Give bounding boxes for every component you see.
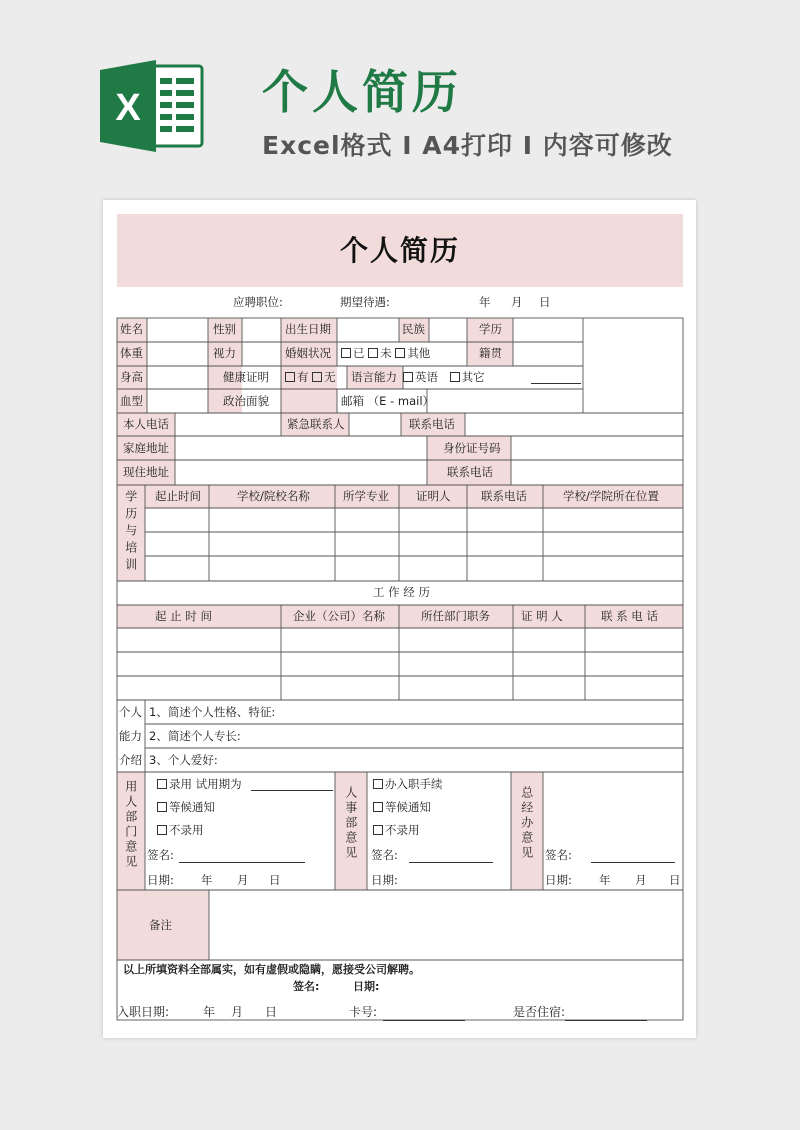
edu-col-phone: 联系电话 xyxy=(481,489,527,503)
id-label: 身份证号码 xyxy=(443,441,501,455)
ethnic-label: 民族 xyxy=(402,322,425,336)
hr-date-label: 日期: xyxy=(371,873,398,887)
dept-reject-checkbox[interactable] xyxy=(157,825,167,835)
edu-col-location: 学校/学院所在位置 xyxy=(563,489,659,503)
work-col-period: 起 止 时 间 xyxy=(155,609,212,623)
hr-reject-label: 不录用 xyxy=(385,823,420,837)
dept-sign-label: 签名: xyxy=(147,848,174,862)
hr-option-1 xyxy=(373,778,443,791)
probation-underline[interactable] xyxy=(251,790,333,791)
gm-day: 日 xyxy=(669,873,681,887)
header-year: 年 xyxy=(479,295,491,309)
married-label: 已 xyxy=(353,346,365,360)
intro-line-3: 3、个人爱好: xyxy=(149,753,218,767)
declaration-sign: 签名: xyxy=(293,980,320,993)
lang-underline[interactable] xyxy=(531,383,581,384)
hr-sign-label: 签名: xyxy=(371,848,398,862)
health-options xyxy=(285,371,336,384)
dept-sign-underline[interactable] xyxy=(179,862,305,863)
education-side-label: 学历与培训 xyxy=(123,490,138,575)
dept-option-3 xyxy=(157,824,204,837)
edu-col-major: 所学专业 xyxy=(343,489,389,503)
dept-wait-checkbox[interactable] xyxy=(157,802,167,812)
hr-onboard-label: 办入职手续 xyxy=(385,777,443,791)
dorm-underline[interactable] xyxy=(565,1020,647,1021)
gm-sign-label: 签名: xyxy=(545,848,572,862)
dept-opinion-label: 用人部门意见 xyxy=(123,780,138,870)
dept-date-label: 日期: xyxy=(147,873,174,887)
blood-label: 血型 xyxy=(120,394,143,408)
hr-option-3 xyxy=(373,824,420,837)
email-label: 邮箱 （E - mail） xyxy=(341,394,435,408)
remark-label: 备注 xyxy=(149,918,172,932)
emergency-label: 紧急联系人 xyxy=(287,417,345,431)
other-lang-checkbox[interactable] xyxy=(450,372,460,382)
dept-year: 年 xyxy=(201,873,213,887)
intro-line-2: 2、简述个人专长: xyxy=(149,729,241,743)
native-label: 籍贯 xyxy=(479,346,502,360)
salary-label: 期望待遇: xyxy=(340,295,390,309)
form-title: 个人简历 xyxy=(117,214,683,287)
health-yes-checkbox[interactable] xyxy=(285,372,295,382)
dept-hire-label: 录用 试用期为 xyxy=(169,777,242,791)
svg-text:X: X xyxy=(115,87,141,129)
gm-year: 年 xyxy=(599,873,611,887)
political-label: 政治面貌 xyxy=(223,394,269,408)
contact-phone2-label: 联系电话 xyxy=(447,465,493,479)
resume-form xyxy=(103,200,696,1038)
dept-option-1 xyxy=(157,778,242,791)
gm-sign-underline[interactable] xyxy=(591,862,675,863)
header-month: 月 xyxy=(511,295,523,309)
hr-sign-underline[interactable] xyxy=(409,862,493,863)
card-label: 卡号: xyxy=(349,1005,378,1019)
dept-month: 月 xyxy=(237,873,249,887)
position-label: 应聘职位: xyxy=(233,295,283,309)
lang-label: 语言能力 xyxy=(351,370,397,384)
hr-reject-checkbox[interactable] xyxy=(373,825,383,835)
work-col-witness: 证 明 人 xyxy=(521,609,563,623)
edu-col-witness: 证明人 xyxy=(416,489,451,503)
vision-label: 视力 xyxy=(213,346,236,360)
intro-line-1: 1、简述个人性格、特征: xyxy=(149,705,276,719)
declaration-date: 日期: xyxy=(353,980,380,993)
dorm-label: 是否住宿: xyxy=(513,1005,566,1019)
declaration-text: 以上所填资料全部属实，如有虚假或隐瞒，愿接受公司解聘。 xyxy=(123,963,420,976)
health-yes-label: 有 xyxy=(297,370,309,384)
birth-label: 出生日期 xyxy=(285,322,331,336)
join-year: 年 xyxy=(203,1005,216,1019)
dept-hire-checkbox[interactable] xyxy=(157,779,167,789)
unmarried-checkbox[interactable] xyxy=(368,348,378,358)
contact-phone-label: 联系电话 xyxy=(409,417,455,431)
edu-col-period: 起止时间 xyxy=(155,489,201,503)
gm-month: 月 xyxy=(635,873,647,887)
header-day: 日 xyxy=(539,295,551,309)
other-marital-checkbox[interactable] xyxy=(395,348,405,358)
hr-wait-checkbox[interactable] xyxy=(373,802,383,812)
hr-wait-label: 等候通知 xyxy=(385,800,431,814)
banner-subtitle: Excel格式 I A4打印 I 内容可修改 xyxy=(262,131,673,160)
name-label: 姓名 xyxy=(120,322,143,336)
dept-option-2 xyxy=(157,801,215,814)
hr-onboard-checkbox[interactable] xyxy=(373,779,383,789)
banner-title: 个人简历 xyxy=(262,65,462,119)
dept-wait-label: 等候通知 xyxy=(169,800,215,814)
english-checkbox[interactable] xyxy=(403,372,413,382)
banner xyxy=(0,0,800,200)
edu-col-school: 学校/院校名称 xyxy=(237,489,310,503)
gm-opinion-label: 总经办意见 xyxy=(519,786,534,861)
work-col-position: 所任部门职务 xyxy=(421,609,490,623)
join-date-label: 入职日期: xyxy=(117,1005,170,1019)
health-label: 健康证明 xyxy=(223,370,269,384)
other-marital-label: 其他 xyxy=(407,346,431,360)
other-lang-label: 其它 xyxy=(461,370,485,384)
work-col-company: 企业（公司）名称 xyxy=(293,609,385,623)
home-label: 家庭地址 xyxy=(123,441,169,455)
hr-opinion-label: 人事部意见 xyxy=(343,786,358,861)
gender-label: 性别 xyxy=(213,322,236,336)
unmarried-label: 未 xyxy=(380,346,392,360)
phone-label: 本人电话 xyxy=(123,417,169,431)
work-col-phone: 联 系 电 话 xyxy=(601,609,658,623)
english-label: 英语 xyxy=(415,370,438,384)
current-address-label: 现住地址 xyxy=(123,465,169,479)
edu-label: 学历 xyxy=(479,322,502,336)
marital-options xyxy=(341,347,430,360)
card-underline[interactable] xyxy=(383,1020,465,1021)
intro-side-2: 能力 xyxy=(119,729,142,743)
hr-option-2 xyxy=(373,801,431,814)
join-month: 月 xyxy=(231,1005,244,1019)
health-no-checkbox[interactable] xyxy=(312,372,322,382)
marital-label: 婚姻状况 xyxy=(285,346,331,360)
dept-reject-label: 不录用 xyxy=(169,823,204,837)
married-checkbox[interactable] xyxy=(341,348,351,358)
health-no-label: 无 xyxy=(324,370,336,384)
height-label: 身高 xyxy=(120,370,143,384)
lang-options xyxy=(403,371,485,384)
intro-side-3: 介绍 xyxy=(119,753,142,767)
dept-day: 日 xyxy=(269,873,281,887)
weight-label: 体重 xyxy=(120,346,143,360)
intro-side-1: 个人 xyxy=(119,705,142,719)
gm-date-label: 日期: xyxy=(545,873,572,887)
join-day: 日 xyxy=(265,1005,278,1019)
work-title: 工 作 经 历 xyxy=(373,585,430,599)
excel-icon xyxy=(100,58,208,154)
